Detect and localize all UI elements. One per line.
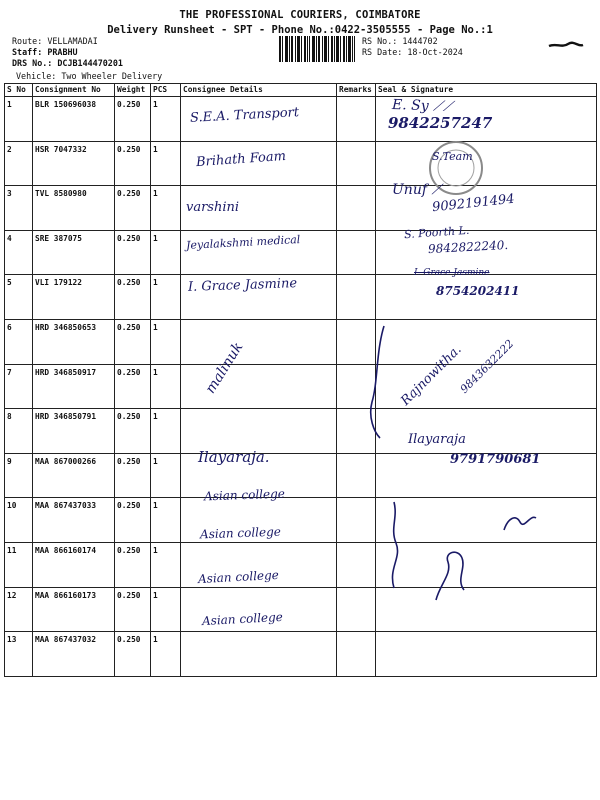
handwritten-sign-2: S.Team bbox=[432, 150, 473, 163]
cell-weight: 0.250 bbox=[115, 97, 151, 142]
col-header-signature: Seal & Signature bbox=[376, 84, 597, 97]
cell-remarks bbox=[337, 364, 376, 409]
cell-remarks bbox=[337, 186, 376, 231]
cell-remarks bbox=[337, 230, 376, 275]
cell-signature bbox=[376, 587, 597, 632]
table-row bbox=[5, 230, 597, 275]
cell-pcs: 1 bbox=[151, 230, 181, 275]
handwritten-consignee-13: Asian college bbox=[201, 609, 284, 629]
handwritten-consignee-5: I. Grace Jasmine bbox=[187, 276, 298, 295]
table-row bbox=[5, 275, 597, 320]
col-header-remarks: Remarks bbox=[337, 84, 376, 97]
table-row bbox=[5, 364, 597, 409]
cell-weight: 0.250 bbox=[115, 319, 151, 364]
cell-weight: 0.250 bbox=[115, 498, 151, 543]
handwritten-phone-9: 9791790681 bbox=[450, 452, 541, 467]
cell-signature bbox=[376, 319, 597, 364]
cell-weight: 0.250 bbox=[115, 542, 151, 587]
cell-pcs: 1 bbox=[151, 186, 181, 231]
cell-sno: 5 bbox=[5, 275, 33, 320]
route-label: Route: bbox=[12, 36, 43, 46]
handwritten-consignee-9: Ilayaraja. bbox=[198, 448, 270, 466]
cell-consignee bbox=[181, 319, 337, 364]
staff-row bbox=[12, 47, 123, 58]
rs-date-row bbox=[362, 47, 463, 58]
cell-consignee bbox=[181, 409, 337, 454]
cell-consignment: HRD 346850917 bbox=[33, 364, 115, 409]
cell-weight: 0.250 bbox=[115, 364, 151, 409]
cell-consignment: BLR 150696038 bbox=[33, 97, 115, 142]
cell-consignment: HRD 346850653 bbox=[33, 319, 115, 364]
route-row bbox=[12, 36, 123, 47]
cell-weight: 0.250 bbox=[115, 453, 151, 498]
handwritten-phone-1: 9842257247 bbox=[388, 114, 493, 132]
handwritten-consignee-10: Asian college bbox=[203, 486, 286, 504]
handwritten-phone-4: 9842822240. bbox=[427, 237, 509, 257]
cell-signature bbox=[376, 542, 597, 587]
meta-left bbox=[12, 36, 123, 69]
cell-pcs: 1 bbox=[151, 141, 181, 186]
cell-consignee bbox=[181, 141, 337, 186]
cell-signature bbox=[376, 275, 597, 320]
cell-consignment: MAA 867437033 bbox=[33, 498, 115, 543]
cell-signature bbox=[376, 186, 597, 231]
handwritten-consignee-3: varshini bbox=[186, 200, 240, 215]
handwritten-consignee-11: Asian college bbox=[199, 524, 282, 542]
cell-consignment: SRE 387075 bbox=[33, 230, 115, 275]
cell-sno: 6 bbox=[5, 319, 33, 364]
cell-sno: 7 bbox=[5, 364, 33, 409]
table-header-row bbox=[5, 84, 597, 97]
cell-signature bbox=[376, 141, 597, 186]
cell-sno: 8 bbox=[5, 409, 33, 454]
company-title: THE PROFESSIONAL COURIERS, COIMBATORE bbox=[179, 9, 421, 21]
cell-pcs: 1 bbox=[151, 409, 181, 454]
rs-no-value: 1444702 bbox=[402, 36, 438, 46]
handwritten-phone-5: 8754202411 bbox=[436, 284, 520, 298]
drs-label: DRS No.: bbox=[12, 58, 53, 68]
cell-signature bbox=[376, 409, 597, 454]
col-header-consignee: Consignee Details bbox=[181, 84, 337, 97]
table-row bbox=[5, 498, 597, 543]
cell-consignment: MAA 866160174 bbox=[33, 542, 115, 587]
pen-mark bbox=[548, 40, 584, 50]
cell-consignment: HRD 346850791 bbox=[33, 409, 115, 454]
cell-pcs: 1 bbox=[151, 364, 181, 409]
cell-pcs: 1 bbox=[151, 275, 181, 320]
cell-pcs: 1 bbox=[151, 542, 181, 587]
cell-weight: 0.250 bbox=[115, 275, 151, 320]
runsheet-table-wrap bbox=[4, 83, 596, 677]
cell-pcs: 1 bbox=[151, 97, 181, 142]
staff-value: PRABHU bbox=[47, 47, 78, 57]
handwritten-sign-1: E. Sy ⟋⟋ bbox=[391, 96, 453, 116]
runsheet-subtitle: Delivery Runsheet - SPT - Phone No.:0422-3505555 - Page No.:1 bbox=[107, 24, 493, 36]
route-value: VELLAMADAI bbox=[47, 36, 98, 46]
rs-date-value: 18-Oct-2024 bbox=[407, 47, 463, 57]
cell-signature bbox=[376, 364, 597, 409]
cell-weight: 0.250 bbox=[115, 409, 151, 454]
cell-pcs: 1 bbox=[151, 453, 181, 498]
cell-consignee bbox=[181, 453, 337, 498]
cell-sno: 1 bbox=[5, 97, 33, 142]
cell-weight: 0.250 bbox=[115, 632, 151, 677]
cell-remarks bbox=[337, 632, 376, 677]
handwritten-consignee-1: S.E.A. Transport bbox=[189, 105, 300, 126]
meta-right bbox=[362, 36, 463, 58]
handwritten-consignee-2: Brihath Foam bbox=[195, 148, 287, 171]
cell-consignment: MAA 867000266 bbox=[33, 453, 115, 498]
cell-signature bbox=[376, 498, 597, 543]
cell-consignee bbox=[181, 498, 337, 543]
cell-remarks bbox=[337, 141, 376, 186]
cell-sno: 10 bbox=[5, 498, 33, 543]
cell-remarks bbox=[337, 97, 376, 142]
cell-consignee bbox=[181, 587, 337, 632]
col-header-sno: S No bbox=[5, 84, 33, 97]
cell-pcs: 1 bbox=[151, 587, 181, 632]
staff-label: Staff: bbox=[12, 47, 43, 57]
cell-remarks bbox=[337, 587, 376, 632]
cell-remarks bbox=[337, 453, 376, 498]
cell-remarks bbox=[337, 498, 376, 543]
cell-consignee bbox=[181, 275, 337, 320]
cell-weight: 0.250 bbox=[115, 141, 151, 186]
handwritten-sign-6: Rajnowitha. bbox=[398, 342, 465, 409]
handwritten-sign-5: I. Grace Jasmine bbox=[414, 268, 490, 278]
cell-weight: 0.250 bbox=[115, 230, 151, 275]
cell-sno: 11 bbox=[5, 542, 33, 587]
cell-consignment: VLI 179122 bbox=[33, 275, 115, 320]
cell-signature bbox=[376, 632, 597, 677]
cell-sno: 3 bbox=[5, 186, 33, 231]
cell-consignee bbox=[181, 186, 337, 231]
handwritten-sign-4: S. Poorth L. bbox=[403, 223, 470, 242]
cell-sno: 9 bbox=[5, 453, 33, 498]
cell-remarks bbox=[337, 275, 376, 320]
cell-pcs: 1 bbox=[151, 632, 181, 677]
cell-consignment: MAA 867437032 bbox=[33, 632, 115, 677]
cell-consignment: TVL 8580980 bbox=[33, 186, 115, 231]
col-header-pcs: PCS bbox=[151, 84, 181, 97]
cell-consignment: HSR 7047332 bbox=[33, 141, 115, 186]
table-row bbox=[5, 453, 597, 498]
cell-weight: 0.250 bbox=[115, 186, 151, 231]
col-header-consignment: Consignment No bbox=[33, 84, 115, 97]
cell-consignee bbox=[181, 97, 337, 142]
drs-row bbox=[12, 58, 123, 69]
table-row bbox=[5, 409, 597, 454]
rs-date-label: RS Date: bbox=[362, 47, 403, 57]
col-header-weight: Weight bbox=[115, 84, 151, 97]
cell-signature bbox=[376, 97, 597, 142]
cell-signature bbox=[376, 453, 597, 498]
cell-weight: 0.250 bbox=[115, 587, 151, 632]
runsheet-table bbox=[4, 83, 597, 677]
table-row bbox=[5, 141, 597, 186]
cell-pcs: 1 bbox=[151, 319, 181, 364]
cell-consignee bbox=[181, 632, 337, 677]
cell-sno: 13 bbox=[5, 632, 33, 677]
drs-value: DCJB144470201 bbox=[57, 58, 123, 68]
cell-consignee bbox=[181, 230, 337, 275]
cell-consignee bbox=[181, 542, 337, 587]
cell-consignment: MAA 866160173 bbox=[33, 587, 115, 632]
rs-no-row bbox=[362, 36, 463, 47]
table-row bbox=[5, 587, 597, 632]
rs-no-label: RS No.: bbox=[362, 36, 398, 46]
cell-remarks bbox=[337, 409, 376, 454]
table-row bbox=[5, 632, 597, 677]
handwritten-phone-3: 9092191494 bbox=[431, 191, 516, 216]
table-row bbox=[5, 319, 597, 364]
handwritten-consignee-12: Asian college bbox=[197, 567, 280, 587]
cell-sno: 12 bbox=[5, 587, 33, 632]
cell-pcs: 1 bbox=[151, 498, 181, 543]
handwritten-phone-6: 9843632222 bbox=[457, 337, 517, 396]
cell-sno: 2 bbox=[5, 141, 33, 186]
barcode-image bbox=[278, 36, 356, 62]
table-row bbox=[5, 97, 597, 142]
cell-signature bbox=[376, 230, 597, 275]
table-row bbox=[5, 542, 597, 587]
table-row bbox=[5, 186, 597, 231]
cell-consignee bbox=[181, 364, 337, 409]
cell-remarks bbox=[337, 319, 376, 364]
handwritten-sign-9: Ilayaraja bbox=[408, 432, 466, 447]
cell-remarks bbox=[337, 542, 376, 587]
cell-sno: 4 bbox=[5, 230, 33, 275]
handwritten-consignee-4: Jeyalakshmi medical bbox=[185, 233, 301, 252]
handwritten-sign-3: Unuf ⟋ bbox=[392, 182, 442, 198]
handwritten-consignee-6: malinuk bbox=[202, 339, 247, 397]
vehicle-info: Vehicle: Two Wheeler Delivery bbox=[16, 71, 163, 81]
